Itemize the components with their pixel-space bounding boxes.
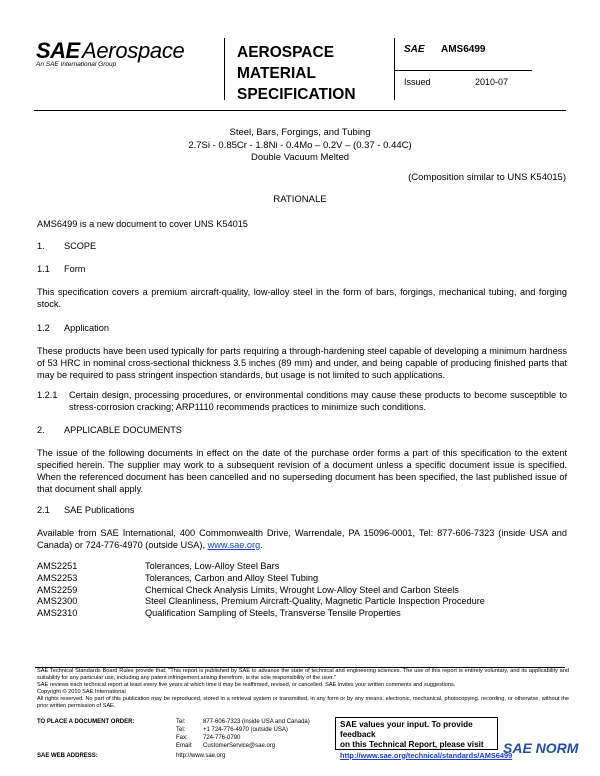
section-application-heading — [37, 322, 567, 334]
copyright-text: Copyright © 2010 SAE International — [37, 689, 126, 695]
reference-code: AMS2310 — [37, 608, 78, 619]
section-title: SCOPE — [64, 241, 97, 251]
reference-row — [37, 585, 485, 597]
section-number: 1.1 — [37, 264, 50, 274]
reference-list — [37, 561, 485, 620]
tel-outside — [176, 726, 336, 734]
header-divider-right — [394, 38, 395, 100]
rationale-text: AMS6499 is a new document to cover UNS K54015 — [37, 219, 248, 229]
title-line-1: AEROSPACE — [237, 44, 335, 61]
reference-code: AMS2300 — [37, 596, 78, 607]
section-number: 1. — [37, 241, 45, 251]
rights-text: All rights reserved. No part of this publication may be reproduced, stored in a retrieval system or transmitted, in any form or by any means, electronic, mechanical, photocopying, recording, or otherwise, without the prior written permission of SAE. — [37, 696, 569, 709]
section-form-heading — [37, 263, 567, 275]
pubs-end: . — [260, 540, 263, 550]
header-divider-left — [224, 38, 225, 100]
application-paragraph: These products have been used typically for parts requiring a through-hardening steel capable of developing a minimum hardness of 53 HRC in nominal cross-sectional thickness 3.5 inches (89 mm) and under, and being capable of producing finished parts that may be required to pass stringent inspection standards, but usage is not limited to such applications. — [37, 346, 567, 380]
reference-code: AMS2253 — [37, 572, 78, 583]
reference-title: Chemical Check Analysis Limits, Wrought Low-Alloy Steel and Carbon Steels — [145, 584, 459, 595]
reference-row — [37, 608, 485, 620]
header-box-rule — [394, 70, 532, 71]
header-bottom-rule — [34, 110, 566, 111]
review-text: SAE reviews each technical report at least every five years at which time it may be reaffirmed, revised, or cancelled. SAE invites your written comments and suggestions. — [37, 682, 456, 688]
section-title: Application — [64, 323, 109, 333]
section-pubs-heading — [37, 504, 567, 516]
reference-row — [37, 573, 485, 585]
tel-label: Tel: — [176, 719, 186, 725]
rationale-heading: RATIONALE — [273, 194, 327, 205]
tel-value: +1 724-776-4970 (outside USA) — [203, 727, 288, 733]
docs-paragraph: The issue of the following documents in effect on the date of the purchase order forms a part of this specification to the extent specified herein. The supplier may work to a subsequent revision of a document unless a specific document issue is specified. When the referenced document has been cancelled and no superseding document has been specified, the last published issue of that document shall apply. — [37, 448, 567, 494]
feedback-line-1: SAE values your input. To provide feedback — [340, 720, 473, 740]
section-title: APPLICABLE DOCUMENTS — [64, 425, 182, 435]
web-address-value[interactable]: http://www.sae.org — [176, 753, 226, 759]
subsection-text: Certain design, processing procedures, or environmental conditions may cause these products to become susceptible to stress-corrosion cracking; ARP1110 recommends practices to minimize such conditions. — [69, 390, 567, 412]
order-label: TO PLACE A DOCUMENT ORDER: — [37, 719, 135, 725]
email-row — [176, 742, 336, 750]
feedback-line-2: on this Technical Report, please visit — [340, 740, 484, 750]
doc-sae-mark: SAE — [404, 44, 425, 55]
logo-tagline: An SAE International Group — [36, 61, 117, 68]
document-type-title — [237, 42, 387, 105]
document-number: AMS6499 — [441, 44, 486, 55]
tel-value: 877-606-7323 (inside USA and Canada) — [203, 719, 310, 725]
section-number: 2.1 — [37, 505, 50, 515]
logo-sae: SAE — [36, 38, 80, 63]
web-address-label: SAE WEB ADDRESS: — [37, 753, 98, 759]
section-title: Form — [64, 264, 86, 274]
tel-inside — [176, 718, 336, 726]
pubs-paragraph — [37, 527, 567, 551]
sae-website-link[interactable]: www.sae.org — [207, 540, 261, 550]
composition-note: (Composition similar to UNS K54015) — [408, 172, 566, 183]
fax-label: Fax: — [176, 735, 188, 741]
reference-row — [37, 561, 485, 573]
reference-title: Tolerances, Low-Alloy Steel Bars — [145, 561, 280, 571]
pubs-text: Available from SAE International, 400 Commonwealth Drive, Warrendale, PA 15096-0001, Tel: 877-606-7323 (inside USA and Canada) or 724-776-4970 (outside USA), — [37, 528, 567, 550]
section-scope-heading — [37, 240, 567, 252]
email-label: Email: — [176, 743, 193, 749]
sae-norm-logo: SAE NORM — [503, 740, 579, 756]
feedback-link[interactable]: http://www.sae.org/technical/standards/AMS6499 — [340, 750, 513, 760]
section-docs-heading — [37, 424, 567, 436]
footer-legal — [37, 668, 569, 710]
order-contacts — [176, 718, 336, 750]
section-number: 1.2 — [37, 323, 50, 333]
fax-value: 724-776-0790 — [203, 735, 241, 741]
reference-title: Tolerances, Carbon and Alloy Steel Tubing — [145, 572, 319, 583]
logo-aerospace: Aerospace — [82, 38, 185, 63]
feedback-box — [335, 717, 513, 760]
reference-row — [37, 596, 485, 608]
spec-title-line-2: 2.7Si - 0.85Cr - 1.8Ni - 0.4Mo – 0.2V – (0.37 - 0.44C) — [188, 139, 412, 151]
tel-label: Tel: — [176, 727, 186, 733]
form-paragraph: This specification covers a premium aircraft-quality, low-alloy steel in the form of bars, forgings, mechanical tubing, and forging stock. — [37, 287, 567, 309]
fax-row — [176, 734, 336, 742]
subsection-1-2-1 — [37, 389, 567, 413]
reference-code: AMS2251 — [37, 561, 78, 571]
spec-title-line-3: Double Vacuum Melted — [250, 152, 350, 163]
issued-label: Issued — [404, 77, 431, 87]
reference-title: Steel Cleanliness, Premium Aircraft-Quality, Magnetic Particle Inspection Procedure — [145, 596, 485, 607]
spec-title-line-1: Steel, Bars, Forgings, and Tubing — [229, 127, 371, 138]
title-line-3: SPECIFICATION — [237, 86, 356, 103]
reference-title: Qualification Sampling of Steels, Transverse Tensile Properties — [145, 608, 401, 619]
email-value[interactable]: CustomerService@sae.org — [203, 743, 276, 749]
title-line-2: MATERIAL — [237, 65, 316, 82]
section-title: SAE Publications — [64, 505, 135, 515]
section-number: 2. — [37, 425, 45, 435]
subsection-number: 1.2.1 — [37, 390, 58, 400]
reference-code: AMS2259 — [37, 584, 78, 595]
issued-date: 2010-07 — [475, 77, 509, 87]
board-rules-text: SAE Technical Standards Board Rules provide that: "This report is published by SAE to advance the state of technical and engineering sciences. The use of this report is entirely voluntary, and its applicability and suitability for any particular use, including any patent infringement arising therefrom, is the sole responsibility of the user." — [37, 668, 569, 681]
